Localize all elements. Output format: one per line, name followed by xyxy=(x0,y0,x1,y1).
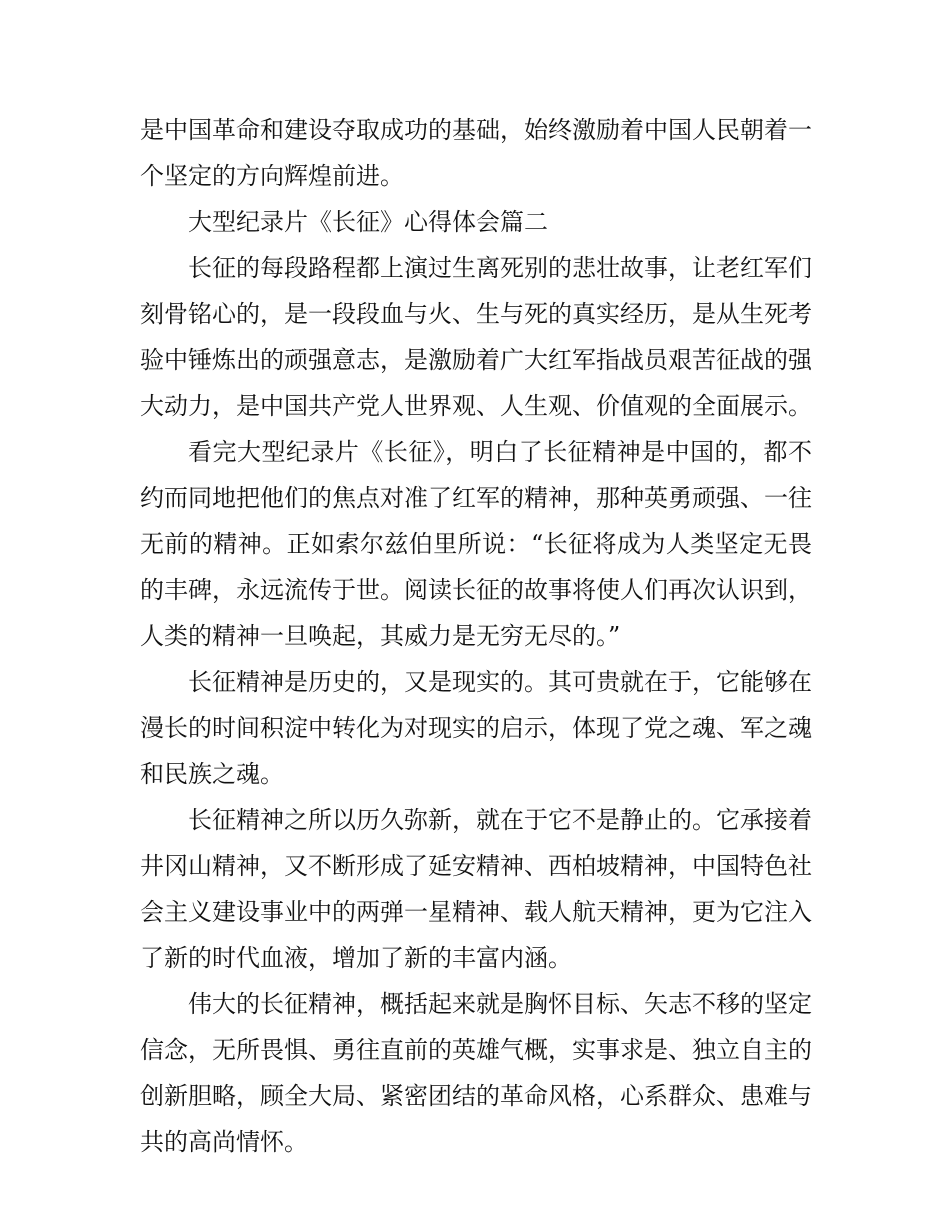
paragraph-continuation: 是中国革命和建设夺取成功的基础，始终激励着中国人民朝着一个坚定的方向辉煌前进。 xyxy=(140,116,812,190)
paragraph: 长征精神是历史的，又是现实的。其可贵就在于，它能够在漫长的时间积淀中转化为对现实的启示，体现了党之魂、军之魂和民族之魂。 xyxy=(140,668,812,788)
paragraph: 长征精神之所以历久弥新，就在于它不是静止的。它承接着井冈山精神，又不断形成了延安精神、西柏坡精神，中国特色社会主义建设事业中的两弹一星精神、载人航天精神，更为它注入了新的时代血液，增加了新的丰富内涵。 xyxy=(140,806,812,972)
paragraph: 看完大型纪录片《长征》，明白了长征精神是中国的，都不约而同地把他们的焦点对准了红军的精神，那种英勇顽强、一往无前的精神。正如索尔兹伯里所说：“长征将成为人类坚定无畏的丰碑，永远流传于世。阅读长征的故事将使人们再次认识到，人类的精神一旦唤起，其威力是无穷无尽的。” xyxy=(140,438,812,650)
document-page xyxy=(140,107,812,1165)
paragraph: 长征的每段路程都上演过生离死别的悲壮故事，让老红军们刻骨铭心的，是一段段血与火、生与死的真实经历，是从生死考验中锤炼出的顽强意志，是激励着广大红军指战员艰苦征战的强大动力，是中国共产党人世界观、人生观、价值观的全面展示。 xyxy=(140,254,812,420)
paragraph: 伟大的长征精神，概括起来就是胸怀目标、矢志不移的坚定信念，无所畏惧、勇往直前的英雄气概，实事求是、独立自主的创新胆略，顾全大局、紧密团结的革命风格，心系群众、患难与共的高尚情怀。 xyxy=(140,990,812,1156)
section-heading: 大型纪录片《长征》心得体会篇二 xyxy=(188,208,548,236)
